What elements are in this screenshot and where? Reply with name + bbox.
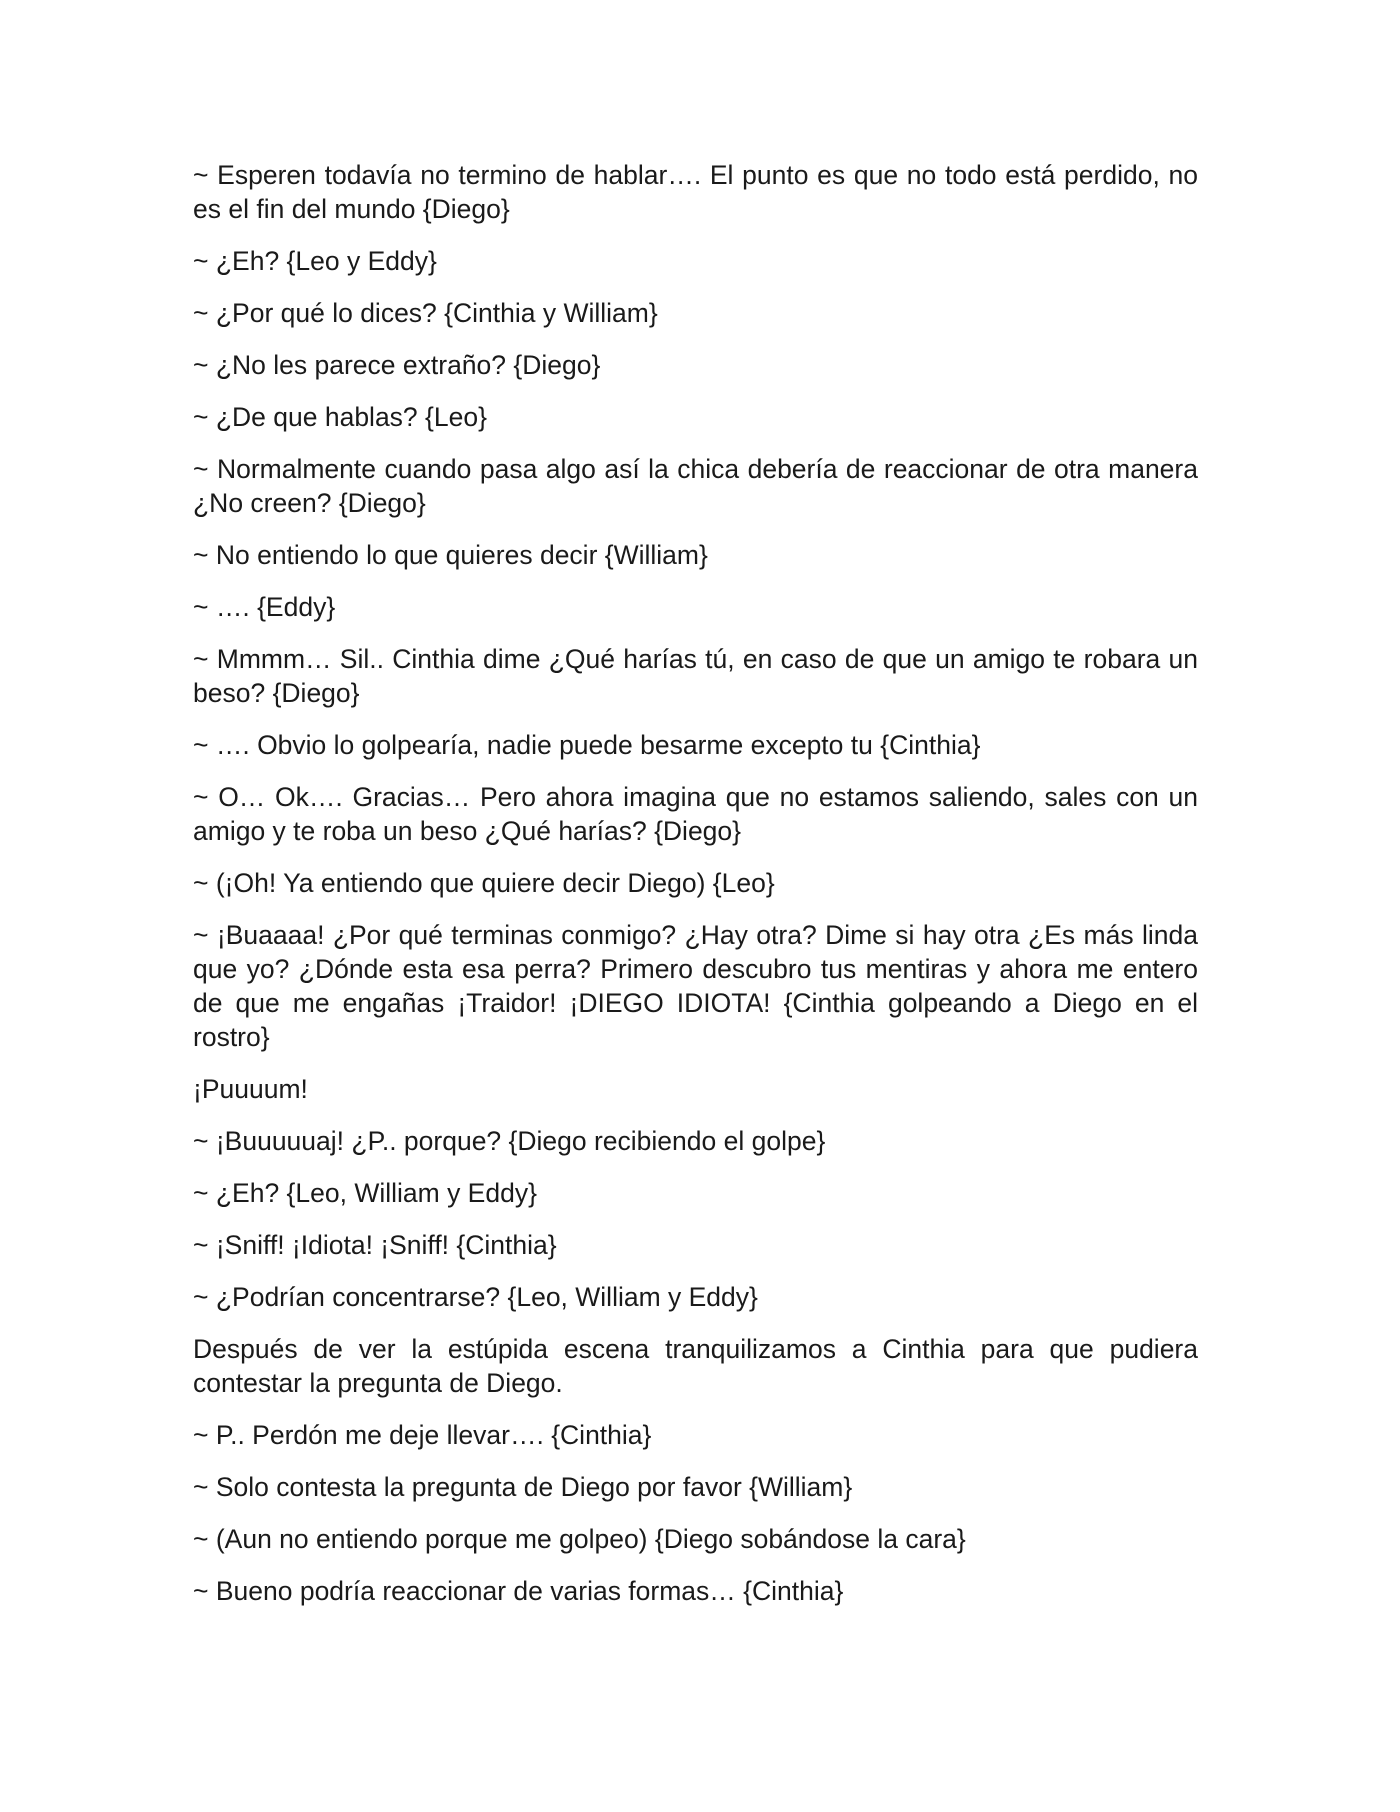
paragraph-18: ~ ¿Podrían concentrarse? {Leo, William y Eddy} (193, 1282, 758, 1312)
paragraph-7: ~ No entiendo lo que quieres decir {William} (193, 540, 708, 570)
paragraph-4: ~ ¿No les parece extraño? {Diego} (193, 350, 601, 380)
paragraph-19: Después de ver la estúpida escena tranquilizamos a Cinthia para que pudiera contestar la pregunta de Diego. (193, 1334, 1198, 1398)
paragraph-9: ~ Mmmm… Sil.. Cinthia dime ¿Qué harías tú, en caso de que un amigo te robara un beso? {Diego} (193, 644, 1198, 708)
paragraph-13: ~ ¡Buaaaa! ¿Por qué terminas conmigo? ¿Hay otra? Dime si hay otra ¿Es más linda que yo? ¿Dónde esta esa perra? Primero descubro tus mentiras y ahora me entero de que me engañas ¡Traidor! ¡DIEGO IDIOTA! {Cinthia golpeando a Diego en el rostro} (193, 920, 1198, 1052)
paragraph-22: ~ (Aun no entiendo porque me golpeo) {Diego sobándose la cara} (193, 1524, 966, 1554)
paragraph-3: ~ ¿Por qué lo dices? {Cinthia y William} (193, 298, 658, 328)
paragraph-1: ~ Esperen todavía no termino de hablar…. El punto es que no todo está perdido, no es el fin del mundo {Diego} (193, 160, 1198, 224)
paragraph-17: ~ ¡Sniff! ¡Idiota! ¡Sniff! {Cinthia} (193, 1230, 557, 1260)
paragraph-11: ~ O… Ok…. Gracias… Pero ahora imagina que no estamos saliendo, sales con un amigo y te roba un beso ¿Qué harías? {Diego} (193, 782, 1198, 846)
paragraph-15: ~ ¡Buuuuuaj! ¿P.. porque? {Diego recibiendo el golpe} (193, 1126, 826, 1156)
paragraph-8: ~ …. {Eddy} (193, 592, 336, 622)
paragraph-6: ~ Normalmente cuando pasa algo así la chica debería de reaccionar de otra manera ¿No creen? {Diego} (193, 454, 1198, 518)
paragraph-21: ~ Solo contesta la pregunta de Diego por favor {William} (193, 1472, 853, 1502)
paragraph-10: ~ …. Obvio lo golpearía, nadie puede besarme excepto tu {Cinthia} (193, 730, 981, 760)
paragraph-20: ~ P.. Perdón me deje llevar…. {Cinthia} (193, 1420, 652, 1450)
paragraph-14: ¡Puuuum! (193, 1074, 308, 1104)
paragraph-5: ~ ¿De que hablas? {Leo} (193, 402, 487, 432)
paragraph-23: ~ Bueno podría reaccionar de varias formas… {Cinthia} (193, 1576, 844, 1606)
document-body (193, 158, 1198, 1626)
paragraph-12: ~ (¡Oh! Ya entiendo que quiere decir Diego) {Leo} (193, 868, 775, 898)
paragraph-2: ~ ¿Eh? {Leo y Eddy} (193, 246, 437, 276)
paragraph-16: ~ ¿Eh? {Leo, William y Eddy} (193, 1178, 537, 1208)
